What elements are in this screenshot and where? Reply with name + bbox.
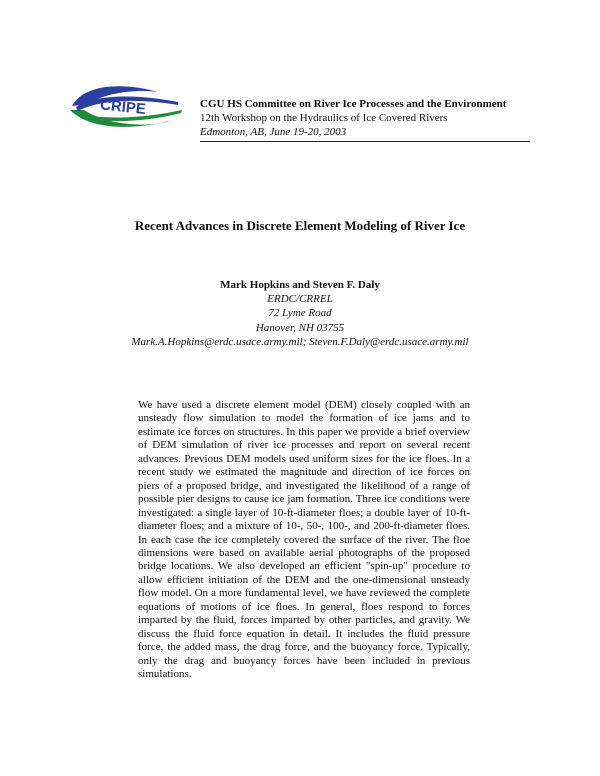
author-names: Mark Hopkins and Steven F. Daly — [220, 279, 380, 291]
workshop-name: 12th Workshop on the Hydraulics of Ice Covered Rivers — [200, 112, 448, 124]
location-date: Edmonton, AB, June 19-20, 2003 — [200, 126, 347, 138]
paper-title: Recent Advances in Discrete Element Modeling of River Ice — [134, 218, 466, 233]
address-city: Hanover, NH 03755 — [255, 321, 345, 334]
affiliation: ERDC/CRREL — [267, 293, 333, 306]
conference-header — [200, 97, 540, 139]
cripe-logo — [66, 80, 188, 136]
abstract-paragraph: We have used a discrete element model (DEM) closely coupled with an unsteady flow simulation to model the formation of ice jams and to estimate ice forces on structures. In this paper we provide a brief overview of DEM simulation of river ice processes and report on several recent advances. Previous DEM models used uniform sizes for the ice floes. In a recent study we estimated the magnitude and direction of ice forces on piers of a proposed bridge, and investigated the likelihood of a range of possible pier designs to cause ice jam formation. Three ice conditions were investigated: a single layer of 10-ft-diameter floes; a double layer of 10-ft-diameter floes; and a mixture of 10-, 50-, 100-, and 200-ft-diameter floes. In each case the ice completely covered the surface of the river. The floe dimensions were based on available aerial photographs of the proposed bridge locations. We also developed an efficient "spin-up" procedure to allow efficient initiation of the DEM and the one-dimensional unsteady flow model. On a more fundamental level, we have reviewed the complete equations of motions of ice floes. In general, floes respond to forces imparted by the fluid, forces imparted by other particles, and gravity. We discuss the fluid force equation in detail. It includes the fluid pressure force, the added mass, the drag force, and the buoyancy force. Typically, only the drag and buoyancy forces have been included in previous simulations. — [138, 399, 470, 681]
author-block — [0, 278, 600, 349]
committee-name: CGU HS Committee on River Ice Processes and the Environment — [200, 98, 507, 110]
header-divider — [200, 141, 530, 142]
logo-text: CRIPE — [99, 96, 147, 119]
author-emails: Mark.A.Hopkins@erdc.usace.army.mil; Steven.F.Daly@erdc.usace.army.mil — [131, 335, 469, 348]
address-street: 72 Lyme Road — [268, 307, 332, 320]
